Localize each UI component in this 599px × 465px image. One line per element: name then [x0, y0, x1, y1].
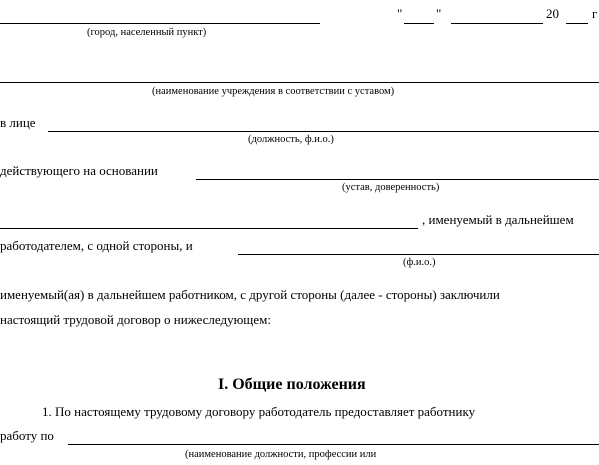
clause-1: 1. По настоящему трудовому договору работодатель предоставляет работнику — [42, 404, 476, 419]
city-line[interactable] — [0, 23, 320, 24]
date-year-line[interactable] — [566, 23, 588, 24]
section-title: I. Общие положения — [218, 376, 366, 393]
date-year-prefix: 20 — [546, 6, 559, 21]
label-acting-basis: действующего на основании — [0, 163, 158, 178]
caption-job-title: (наименование должности, профессии или — [185, 449, 377, 460]
date-month-line[interactable] — [451, 23, 543, 24]
date-year-suffix: г — [592, 6, 598, 21]
caption-institution: (наименование учреждения в соответствии с уставом) — [152, 86, 395, 97]
label-named-employee: именуемый(ая) в дальнейшем работником, с другой стороны (далее - стороны) заключили — [0, 287, 500, 302]
employee-fio-line[interactable] — [238, 254, 599, 255]
caption-city: (город, населенный пункт) — [87, 27, 207, 38]
date-quote-open: " — [397, 6, 403, 21]
date-day-line[interactable] — [404, 23, 434, 24]
job-title-line[interactable] — [68, 444, 599, 445]
caption-basis: (устав, доверенность) — [342, 182, 440, 193]
caption-fio: (ф.и.о.) — [403, 257, 436, 268]
label-in-person: в лице — [0, 115, 36, 130]
basis-line[interactable] — [196, 179, 599, 180]
label-this-contract: настоящий трудовой договор о нижеследующем: — [0, 312, 271, 327]
date-quote-close: " — [436, 6, 442, 21]
label-employer-one-side: работодателем, с одной стороны, и — [0, 238, 193, 253]
label-named-hereinafter: , именуемый в дальнейшем — [422, 212, 574, 227]
position-fio-line[interactable] — [48, 131, 599, 132]
caption-position-fio: (должность, ф.и.о.) — [248, 134, 334, 145]
employer-name-line[interactable] — [0, 228, 418, 229]
label-work-by: работу по — [0, 428, 54, 443]
institution-line[interactable] — [0, 82, 599, 83]
